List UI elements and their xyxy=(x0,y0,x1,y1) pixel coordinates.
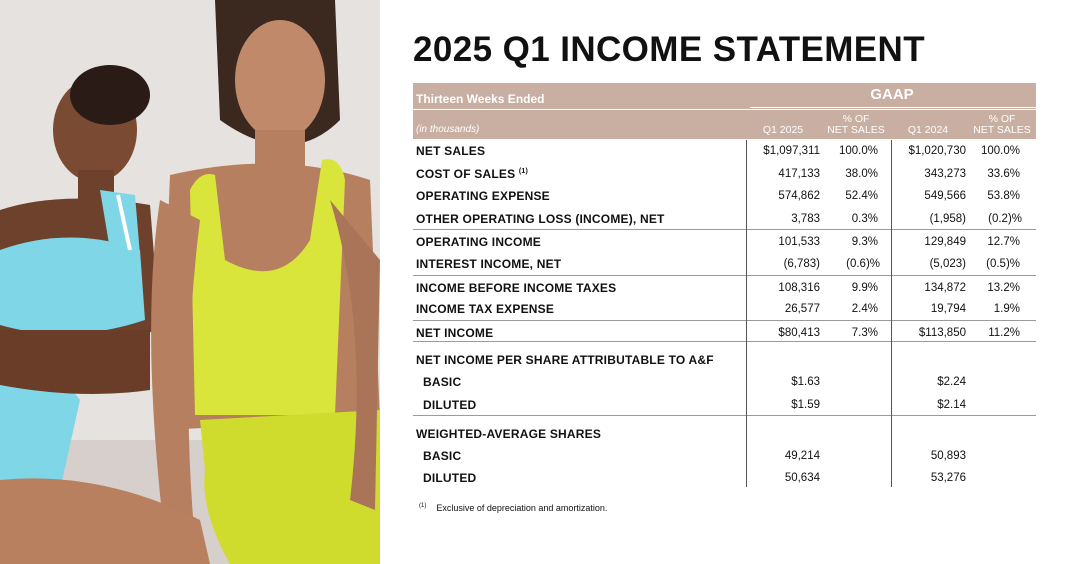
table-row xyxy=(413,252,1036,275)
shares-heading: WEIGHTED-AVERAGE SHARES xyxy=(416,426,602,441)
value-pct-2025: (0.6)% xyxy=(846,257,880,270)
table-body xyxy=(413,139,1036,489)
value-q1-2024: 343,273 xyxy=(924,167,966,180)
value-pct-2024: (0.2)% xyxy=(988,212,1022,225)
hero-photo xyxy=(0,0,380,564)
table-row xyxy=(413,320,1036,343)
table-header-columns xyxy=(413,109,1036,139)
table-row xyxy=(413,393,1036,416)
table-row xyxy=(413,466,1036,489)
col-q1-2024: Q1 2024 xyxy=(907,124,949,136)
value-pct-2024: 33.6% xyxy=(987,167,1020,180)
table-row xyxy=(413,139,1036,162)
eps-diluted-label: DILUTED xyxy=(423,397,477,412)
eps-basic-label: BASIC xyxy=(423,375,462,390)
footnote-mark: (1) xyxy=(419,503,427,509)
value-q1-2024: 549,566 xyxy=(924,190,966,203)
gaap-underline xyxy=(750,107,1036,108)
value-pct-2025: 100.0% xyxy=(838,145,878,157)
col-pct-2025-line1: % OF xyxy=(842,113,870,125)
table-row xyxy=(413,297,1036,320)
row-label: OPERATING EXPENSE xyxy=(416,189,550,204)
row-label: OTHER OPERATING LOSS (INCOME), NET xyxy=(416,211,665,226)
col-pct-2025 xyxy=(823,114,889,136)
column-divider xyxy=(746,140,747,487)
row-label: INCOME TAX EXPENSE xyxy=(416,302,555,317)
shares-basic-2025: 49,214 xyxy=(784,449,820,462)
col-pct-2024 xyxy=(969,114,1035,136)
row-label: OPERATING INCOME xyxy=(416,235,541,250)
footnote-text: Exclusive of depreciation and amortization. xyxy=(436,503,608,513)
table-row xyxy=(413,207,1036,230)
shares-heading-row xyxy=(413,416,1036,444)
col-pct-2024-line1: % OF xyxy=(988,113,1016,125)
shares-diluted-2024: 53,276 xyxy=(930,472,966,485)
value-pct-2024: 1.9% xyxy=(993,303,1020,316)
value-pct-2024: 11.2% xyxy=(988,326,1020,339)
value-q1-2025: 108,316 xyxy=(778,281,820,294)
page-title: 2025 Q1 INCOME STATEMENT xyxy=(413,30,926,69)
value-pct-2024: 53.8% xyxy=(987,190,1020,203)
row-label-text: COST OF SALES xyxy=(416,166,516,181)
column-divider xyxy=(891,140,892,487)
value-pct-2025: 7.3% xyxy=(851,326,878,339)
value-q1-2025: 26,577 xyxy=(784,303,820,316)
value-pct-2024: 12.7% xyxy=(987,236,1020,249)
shares-diluted-2025: 50,634 xyxy=(784,472,820,485)
col-pct-2025-line2: NET SALES xyxy=(827,124,885,136)
row-label xyxy=(416,167,528,181)
value-q1-2024: 134,872 xyxy=(924,281,966,294)
value-q1-2025: 3,783 xyxy=(791,212,820,225)
table-row xyxy=(413,229,1036,252)
models-illustration xyxy=(0,0,380,564)
footnote xyxy=(419,503,607,513)
table-row xyxy=(413,162,1036,185)
value-pct-2025: 2.4% xyxy=(851,303,878,316)
value-q1-2024: 19,794 xyxy=(930,303,966,316)
value-q1-2025: 417,133 xyxy=(778,167,820,180)
value-pct-2025: 52.4% xyxy=(845,190,878,203)
table-header-top xyxy=(413,83,1036,109)
value-pct-2024: 100.0% xyxy=(980,145,1020,157)
footnote-marker: (1) xyxy=(518,167,528,175)
shares-diluted-label: DILUTED xyxy=(423,471,477,486)
value-q1-2025: 101,533 xyxy=(778,236,820,249)
gaap-label: GAAP xyxy=(870,86,914,103)
eps-diluted-2024: $2.14 xyxy=(937,398,966,411)
value-q1-2024: $1,020,730 xyxy=(908,145,966,157)
value-pct-2025: 9.3% xyxy=(851,236,878,249)
value-q1-2024: $113,850 xyxy=(918,326,966,339)
shares-basic-label: BASIC xyxy=(423,448,462,463)
col-pct-2024-line2: NET SALES xyxy=(973,124,1031,136)
row-label: INCOME BEFORE INCOME TAXES xyxy=(416,280,617,295)
col-q1-2025: Q1 2025 xyxy=(762,124,804,136)
value-pct-2024: 13.2% xyxy=(987,281,1020,294)
row-label: NET INCOME xyxy=(416,325,494,340)
period-label: Thirteen Weeks Ended xyxy=(416,92,545,106)
value-pct-2024: (0.5)% xyxy=(986,257,1020,270)
value-q1-2025: (6,783) xyxy=(783,257,820,270)
value-q1-2025: 574,862 xyxy=(778,190,820,203)
eps-diluted-2025: $1.59 xyxy=(791,398,820,411)
row-label: INTEREST INCOME, NET xyxy=(416,256,562,271)
eps-basic-2025: $1.63 xyxy=(791,376,820,389)
value-q1-2025: $1,097,311 xyxy=(763,145,820,157)
value-q1-2024: 129,849 xyxy=(924,236,966,249)
income-statement-table xyxy=(413,83,1036,489)
units-label: (in thousands) xyxy=(416,124,480,135)
table-row xyxy=(413,444,1036,467)
eps-basic-2024: $2.24 xyxy=(937,376,966,389)
value-q1-2024: (5,023) xyxy=(929,257,966,270)
row-label: NET SALES xyxy=(416,144,486,158)
table-row xyxy=(413,184,1036,207)
eps-heading-row xyxy=(413,342,1036,370)
shares-basic-2024: 50,893 xyxy=(930,449,966,462)
table-row xyxy=(413,370,1036,393)
value-pct-2025: 0.3% xyxy=(851,212,878,225)
value-q1-2025: $80,413 xyxy=(778,326,820,339)
eps-heading: NET INCOME PER SHARE ATTRIBUTABLE TO A&F xyxy=(416,353,714,368)
value-q1-2024: (1,958) xyxy=(929,212,966,225)
table-row xyxy=(413,275,1036,298)
value-pct-2025: 38.0% xyxy=(845,167,878,180)
value-pct-2025: 9.9% xyxy=(851,281,878,294)
